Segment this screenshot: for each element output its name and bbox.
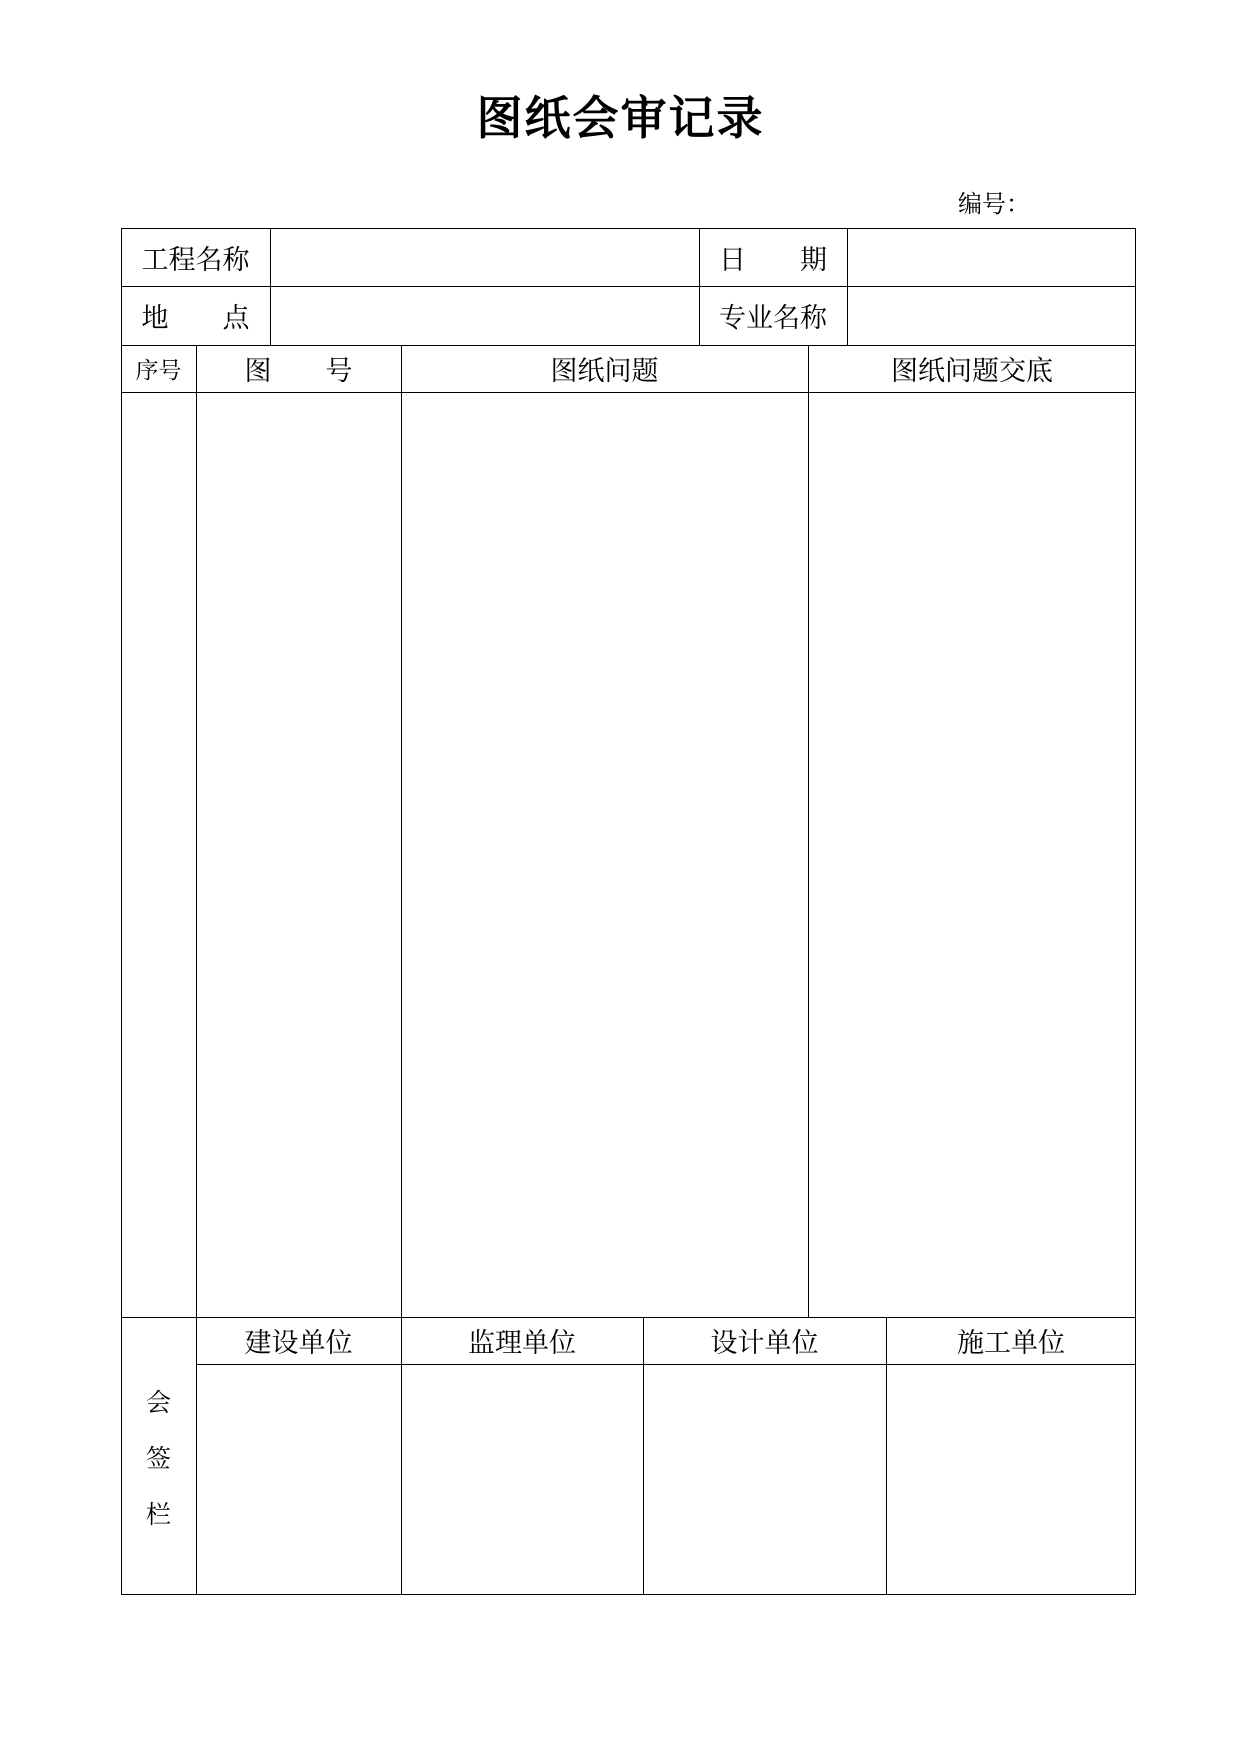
designer-header: 设计单位 (710, 1328, 819, 1359)
drawing-no-body-cell[interactable] (196, 392, 401, 1317)
issue-disclosure-column-header: 图纸问题交底 (891, 356, 1053, 387)
date-label: 日 期 (719, 244, 827, 276)
discipline-label: 专业名称 (719, 303, 827, 334)
location-label: 地 点 (141, 303, 250, 334)
signoff-label (121, 1383, 196, 1531)
discipline-field[interactable] (847, 286, 1136, 345)
owner-signature-cell[interactable] (196, 1364, 401, 1595)
contractor-signature-cell[interactable] (886, 1364, 1136, 1595)
signoff-char-2: 签 (145, 1444, 171, 1473)
project-name-label: 工程名称 (141, 244, 250, 276)
supervisor-header: 监理单位 (468, 1328, 576, 1359)
supervisor-signature-cell[interactable] (401, 1364, 643, 1595)
seq-body-cell[interactable] (121, 392, 196, 1317)
issue-disclosure-body-cell[interactable] (808, 392, 1136, 1317)
drawing-no-column-header: 图 号 (244, 356, 353, 387)
signoff-char-1: 会 (145, 1388, 171, 1417)
issue-column-header: 图纸问题 (550, 356, 659, 387)
project-name-field[interactable] (270, 228, 699, 286)
doc-number-label: 编号： (958, 190, 1030, 218)
location-field[interactable] (270, 286, 699, 345)
signoff-char-3: 栏 (145, 1500, 171, 1529)
contractor-header: 施工单位 (957, 1328, 1065, 1359)
date-field[interactable] (847, 228, 1136, 286)
seq-column-header: 序号 (135, 358, 182, 384)
document-title: 图纸会审记录 (476, 91, 765, 145)
issue-body-cell[interactable] (401, 392, 808, 1317)
designer-signature-cell[interactable] (643, 1364, 886, 1595)
owner-header: 建设单位 (244, 1328, 353, 1359)
